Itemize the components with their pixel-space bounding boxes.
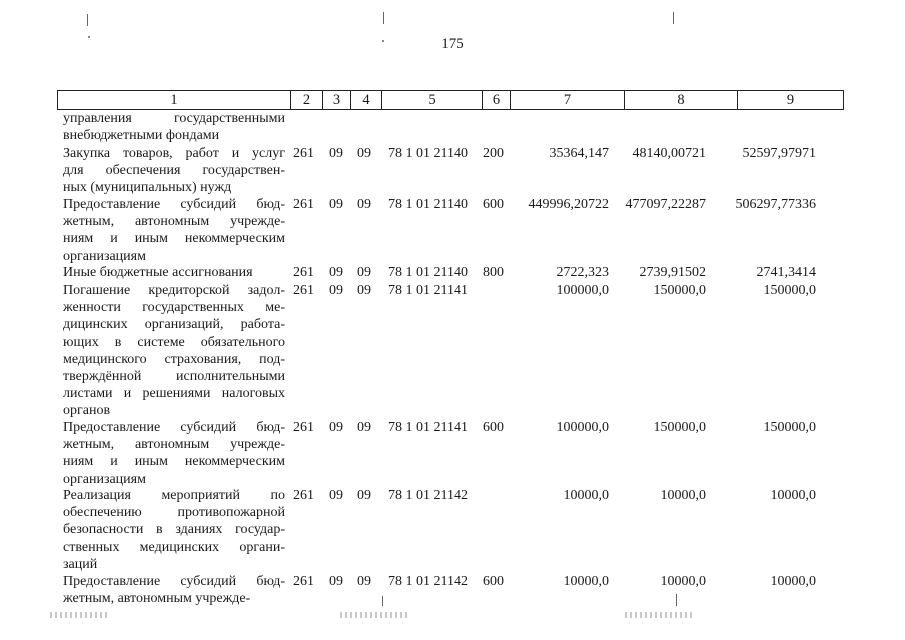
row-description xyxy=(63,419,285,488)
cell-c5: 78 1 01 21142 xyxy=(388,488,468,503)
cell-c8: 150000,0 xyxy=(653,420,706,435)
cell-c4: 09 xyxy=(357,197,371,212)
row-description xyxy=(63,487,285,573)
cell-c7: 35364,147 xyxy=(549,146,609,161)
scan-noise xyxy=(50,612,110,618)
cell-c2: 261 xyxy=(293,146,314,161)
cell-c7: 100000,0 xyxy=(556,283,609,298)
description-line: жетным, автономным учрежде- xyxy=(63,437,285,453)
header-row xyxy=(58,91,844,110)
cell-c9: 150000,0 xyxy=(763,420,816,435)
description-line: тверждённой исполнительными xyxy=(63,369,285,385)
description-line: Закупка товаров, работ и услуг xyxy=(63,146,285,161)
cell-c7: 2722,323 xyxy=(556,265,609,280)
description-line: Предоставление субсидий бюд- xyxy=(63,574,285,589)
scan-mark xyxy=(383,12,384,24)
description-line: ющих в системе обязательного xyxy=(63,334,285,350)
description-line: Предоставление субсидий бюд- xyxy=(63,420,285,435)
description-line: листами и решениями налоговых xyxy=(63,386,285,402)
cell-c8: 150000,0 xyxy=(653,283,706,298)
cell-c5: 78 1 01 21142 xyxy=(388,574,468,589)
description-line: ственных медицинских органи- xyxy=(63,539,285,555)
column-header-5: 5 xyxy=(382,91,483,110)
cell-c5: 78 1 01 21140 xyxy=(388,197,468,212)
column-header-6: 6 xyxy=(483,91,511,110)
column-header-table xyxy=(57,90,844,110)
cell-c8: 10000,0 xyxy=(660,574,706,589)
column-header-9: 9 xyxy=(738,91,844,110)
description-line: медицинского страхования, под- xyxy=(63,351,285,367)
cell-c8: 2739,91502 xyxy=(639,265,706,280)
scan-mark xyxy=(87,14,88,26)
cell-c7: 449996,20722 xyxy=(528,197,609,212)
cell-c4: 09 xyxy=(357,420,371,435)
cell-c6: 600 xyxy=(483,420,504,435)
cell-c5: 78 1 01 21141 xyxy=(388,420,468,435)
description-line: заций xyxy=(63,556,98,572)
cell-c9: 52597,97971 xyxy=(742,146,816,161)
column-header-7: 7 xyxy=(511,91,625,110)
description-line: для обеспечения государствен- xyxy=(63,163,285,179)
column-header-8: 8 xyxy=(625,91,738,110)
cell-c4: 09 xyxy=(357,488,371,503)
description-line: Погашение кредиторской задол- xyxy=(63,283,285,298)
cell-c3: 09 xyxy=(329,283,343,298)
description-line: органов xyxy=(63,403,111,419)
cell-c3: 09 xyxy=(329,197,343,212)
cell-c6: 800 xyxy=(483,265,504,280)
cell-c9: 150000,0 xyxy=(763,283,816,298)
cell-c3: 09 xyxy=(329,265,343,280)
cell-c9: 10000,0 xyxy=(770,488,816,503)
row-description xyxy=(63,282,285,420)
cell-c8: 10000,0 xyxy=(660,488,706,503)
cell-c2: 261 xyxy=(293,574,314,589)
description-line: организациям xyxy=(63,471,146,487)
cell-c2: 261 xyxy=(293,197,314,212)
description-line: Предоставление субсидий бюд- xyxy=(63,197,285,212)
cell-c2: 261 xyxy=(293,488,314,503)
description-line: управления государственными xyxy=(63,111,285,126)
cell-c8: 48140,00721 xyxy=(632,146,706,161)
description-line: Иные бюджетные ассигнования xyxy=(63,265,253,280)
cell-c3: 09 xyxy=(329,574,343,589)
cell-c3: 09 xyxy=(329,146,343,161)
description-line: ных (муниципальных) нужд xyxy=(63,180,232,196)
scan-mark xyxy=(673,12,674,24)
scan-mark xyxy=(676,594,677,606)
description-line: ниям и иным некоммерческим xyxy=(63,454,285,470)
description-line: обеспечению противопожарной xyxy=(63,505,285,521)
description-line: безопасности в зданиях государ- xyxy=(63,522,285,538)
cell-c5: 78 1 01 21140 xyxy=(388,265,468,280)
cell-c4: 09 xyxy=(357,283,371,298)
cell-c7: 10000,0 xyxy=(563,574,609,589)
row-description xyxy=(63,196,285,265)
description-line: организациям xyxy=(63,248,146,264)
cell-c8: 477097,22287 xyxy=(625,197,706,212)
column-header-2: 2 xyxy=(291,91,323,110)
cell-c7: 10000,0 xyxy=(563,488,609,503)
cell-c4: 09 xyxy=(357,574,371,589)
cell-c6: 600 xyxy=(483,574,504,589)
cell-c5: 78 1 01 21141 xyxy=(388,283,468,298)
column-header-3: 3 xyxy=(323,91,351,110)
cell-c6: 600 xyxy=(483,197,504,212)
cell-c9: 2741,3414 xyxy=(756,265,816,280)
column-header-1: 1 xyxy=(58,91,291,110)
scan-noise xyxy=(340,612,410,618)
cell-c3: 09 xyxy=(329,488,343,503)
description-line: жетным, автономным учрежде- xyxy=(63,214,285,230)
row-description xyxy=(63,573,285,607)
row-description xyxy=(63,264,285,281)
cell-c5: 78 1 01 21140 xyxy=(388,146,468,161)
row-description xyxy=(63,145,285,197)
cell-c2: 261 xyxy=(293,420,314,435)
scan-noise xyxy=(625,612,695,618)
cell-c4: 09 xyxy=(357,146,371,161)
row-description xyxy=(63,110,285,144)
description-line: женности государственных ме- xyxy=(63,300,285,316)
cell-c2: 261 xyxy=(293,283,314,298)
cell-c9: 10000,0 xyxy=(770,574,816,589)
page-number: 175 xyxy=(441,36,464,52)
description-line: ниям и иным некоммерческим xyxy=(63,231,285,247)
cell-c9: 506297,77336 xyxy=(735,197,816,212)
cell-c4: 09 xyxy=(357,265,371,280)
description-line: внебюджетными фондами xyxy=(63,128,220,144)
description-line: Реализация мероприятий по xyxy=(63,488,285,503)
scan-mark xyxy=(382,596,383,606)
column-header-4: 4 xyxy=(351,91,382,110)
description-line: дицинских организаций, работа- xyxy=(63,317,285,333)
cell-c6: 200 xyxy=(483,146,504,161)
cell-c2: 261 xyxy=(293,265,314,280)
description-line: жетным, автономным учрежде- xyxy=(63,591,251,607)
cell-c3: 09 xyxy=(329,420,343,435)
cell-c7: 100000,0 xyxy=(556,420,609,435)
